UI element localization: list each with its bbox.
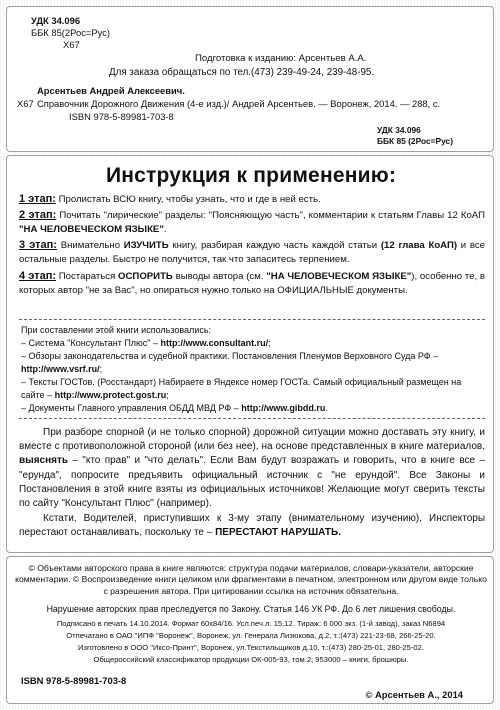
copyright-law: Нарушение авторских прав преследуется по Закону. Статья 146 УК РФ. До 6 лет лишения свободы. — [46, 604, 456, 614]
source-text: – Тексты ГОСТов. (Росстандарт) Набираете в Яндексе номер ГОСТа. Самый официальный размещен на сайте – — [21, 377, 462, 400]
bbk-code-right: ББК 85 (2Рос=Рус) — [377, 136, 453, 146]
source-item — [21, 337, 487, 350]
isbn-top: ISBN 978-5-89981-703-8 — [69, 111, 174, 122]
divider — [19, 319, 485, 320]
stage-emphasis-2: "НА ЧЕЛОВЕЧЕСКОМ ЯЗЫКЕ" — [266, 271, 412, 282]
stage-emphasis: ОСПОРИТЬ — [118, 271, 173, 282]
stage-label: 2 этап: — [19, 209, 57, 221]
bibliographic-header-box — [6, 6, 494, 152]
paragraph-text: Кстати, Водителей, приступивших к 3-му этапу (внимательному изучению), Инспекторы перестают останавливать, поскольку те – — [19, 513, 485, 539]
isbn-bottom: ISBN 978-5-89981-703-8 — [21, 675, 127, 686]
paragraph-inspectors — [19, 512, 485, 540]
stage-emphasis: "НА ЧЕЛОВЕЧЕСКОМ ЯЗЫКЕ" — [19, 223, 164, 235]
copyright-author: © Арсентьев А., 2014 — [365, 689, 463, 700]
copyright-notice: © Объектами авторского права в книге являются: структура подачи материалов, словари-указатели, авторские комментарии. © Воспроизведение книги целиком или фрагментами в печатном, электронном или другом виде только с разрешения автора. При цитировании ссылка на источник обязательна. — [15, 563, 487, 596]
sources-heading: При составлении этой книги использовались: — [21, 325, 212, 335]
source-item — [21, 376, 487, 402]
stage-text-mid: выводы автора (см. — [172, 271, 267, 282]
stage-1 — [19, 192, 485, 207]
stage-2 — [19, 208, 485, 236]
paragraph-emphasis: ПЕРЕСТАЮТ НАРУШАТЬ. — [215, 527, 341, 539]
order-phone: Для заказа обращаться по тел.(473) 239-49-24, 239-48-95. — [109, 67, 375, 78]
stage-emphasis-2: (12 глава КоАП) — [380, 240, 458, 251]
source-end: . — [325, 403, 328, 413]
print-details: Подписано в печать 14.10.2014. Формат 60х84/16. Усл.печ.л. 15,12. Тираж: 6 000 экз. (1-й завод), заказ N6894 — [56, 619, 446, 628]
stage-4 — [19, 269, 485, 297]
stage-text: Почитать "лирические" разделы: "Поясняющую часть", комментарии к статьям Главы 12 КоАП — [59, 210, 485, 221]
bbk-code: ББК 85(2Рос=Рус) — [31, 27, 110, 38]
source-link[interactable]: http://www.vsrf.ru/ — [21, 363, 100, 374]
produced-by: Изготовлено в ООО "Иксо-Принт", Воронеж, ул.Текстильщиков д.10, т.:(473) 280-25-01, 280-25-02. — [78, 643, 424, 652]
paragraph-emphasis: выяснять — [19, 455, 69, 467]
stage-text-end: ), особенно те, в которых автор "не за Вас", но опираться нужно только на ОФИЦИАЛЬНЫЕ документы. — [19, 271, 485, 296]
author-name: Арсентьев Андрей Алексеевич. — [37, 85, 185, 96]
udk-code-right: УДК 34.096 — [377, 125, 421, 135]
bibliographic-line: Справочник Дорожного Движения (4-е изд.)/ Андрей Арсентьев. — Воронеж, 2014. — 288, с. — [37, 98, 441, 109]
prepared-by: Подготовка к изданию: Арсентьев А.А. — [195, 53, 367, 64]
stage-label: 4 этап: — [19, 270, 57, 282]
source-item — [21, 402, 487, 415]
divider — [19, 418, 485, 419]
imprint-box — [6, 556, 494, 704]
stage-text-end: и все остальные разделы. Быстро не получится, так что запаситесь терпением. — [19, 240, 486, 265]
source-text: – Обзоры законодательства и судебной практики. Постановления Пленумов Верховного Суда РФ – — [21, 351, 439, 361]
stage-text-end: . — [163, 223, 167, 235]
paragraph-usage — [19, 426, 485, 511]
stage-text: Внимательно — [60, 240, 124, 251]
stage-emphasis: ИЗУЧИТЬ — [123, 240, 169, 251]
stage-text: Пролистать ВСЮ книгу, чтобы узнать, что и где в ней есть. — [58, 194, 321, 205]
paragraph-text-end: – "кто прав" и "что делать". Если Вам будут возражать и говорить, что в книге все – "ерунда", попросите предъявить официальный источник с "не ерундой". Все Законы и Постановления в этой книге взяты из официальных источников! Желающие могут сверить тексты по сайту "Консультант Плюс" (например). — [19, 455, 485, 509]
source-link[interactable]: http://www.consultant.ru/ — [160, 338, 269, 348]
source-link[interactable]: http://www.gibdd.ru — [241, 403, 326, 413]
udk-code: УДК 34.096 — [31, 15, 81, 26]
classifier: Общероссийский классификатор продукции ОК-005-93, том.2; 953000 – книги, брошюры. — [93, 655, 409, 664]
page-title: Инструкция к применению: — [105, 164, 397, 187]
stage-label: 3 этап: — [19, 239, 57, 251]
source-text: – Система "Консультант Плюс" – — [21, 338, 161, 348]
stage-3 — [19, 238, 485, 266]
printed-at: Отпечатано в ОАО "ИПФ "Воронеж", Воронеж, ул. Генерала Лизюкова, д.2, т.:(473) 221-23-68, 266-25-20. — [66, 631, 436, 640]
author-code-2: Х67 — [17, 98, 34, 109]
source-link[interactable]: http://www.protect.gost.ru — [54, 389, 167, 400]
stage-text: Постараться — [58, 271, 119, 282]
author-code: Х67 — [63, 39, 80, 50]
stage-label: 1 этап: — [19, 193, 56, 205]
instructions-box — [6, 155, 494, 553]
source-item — [21, 350, 487, 376]
paragraph-text: При разборе спорной (и не только спорной) дорожной ситуации можно доставать эту книгу, и вместе с противоположной стороной (или без нее), на основе представленных в книге материалов, — [19, 427, 485, 453]
source-text: – Документы Главного управления ОБДД МВД РФ – — [21, 403, 242, 413]
source-end: ; — [166, 389, 169, 400]
source-end: ; — [99, 363, 103, 374]
source-end: ; — [268, 338, 271, 348]
stage-text-mid: книгу, разбирая каждую часть каждой статьи — [168, 240, 381, 251]
